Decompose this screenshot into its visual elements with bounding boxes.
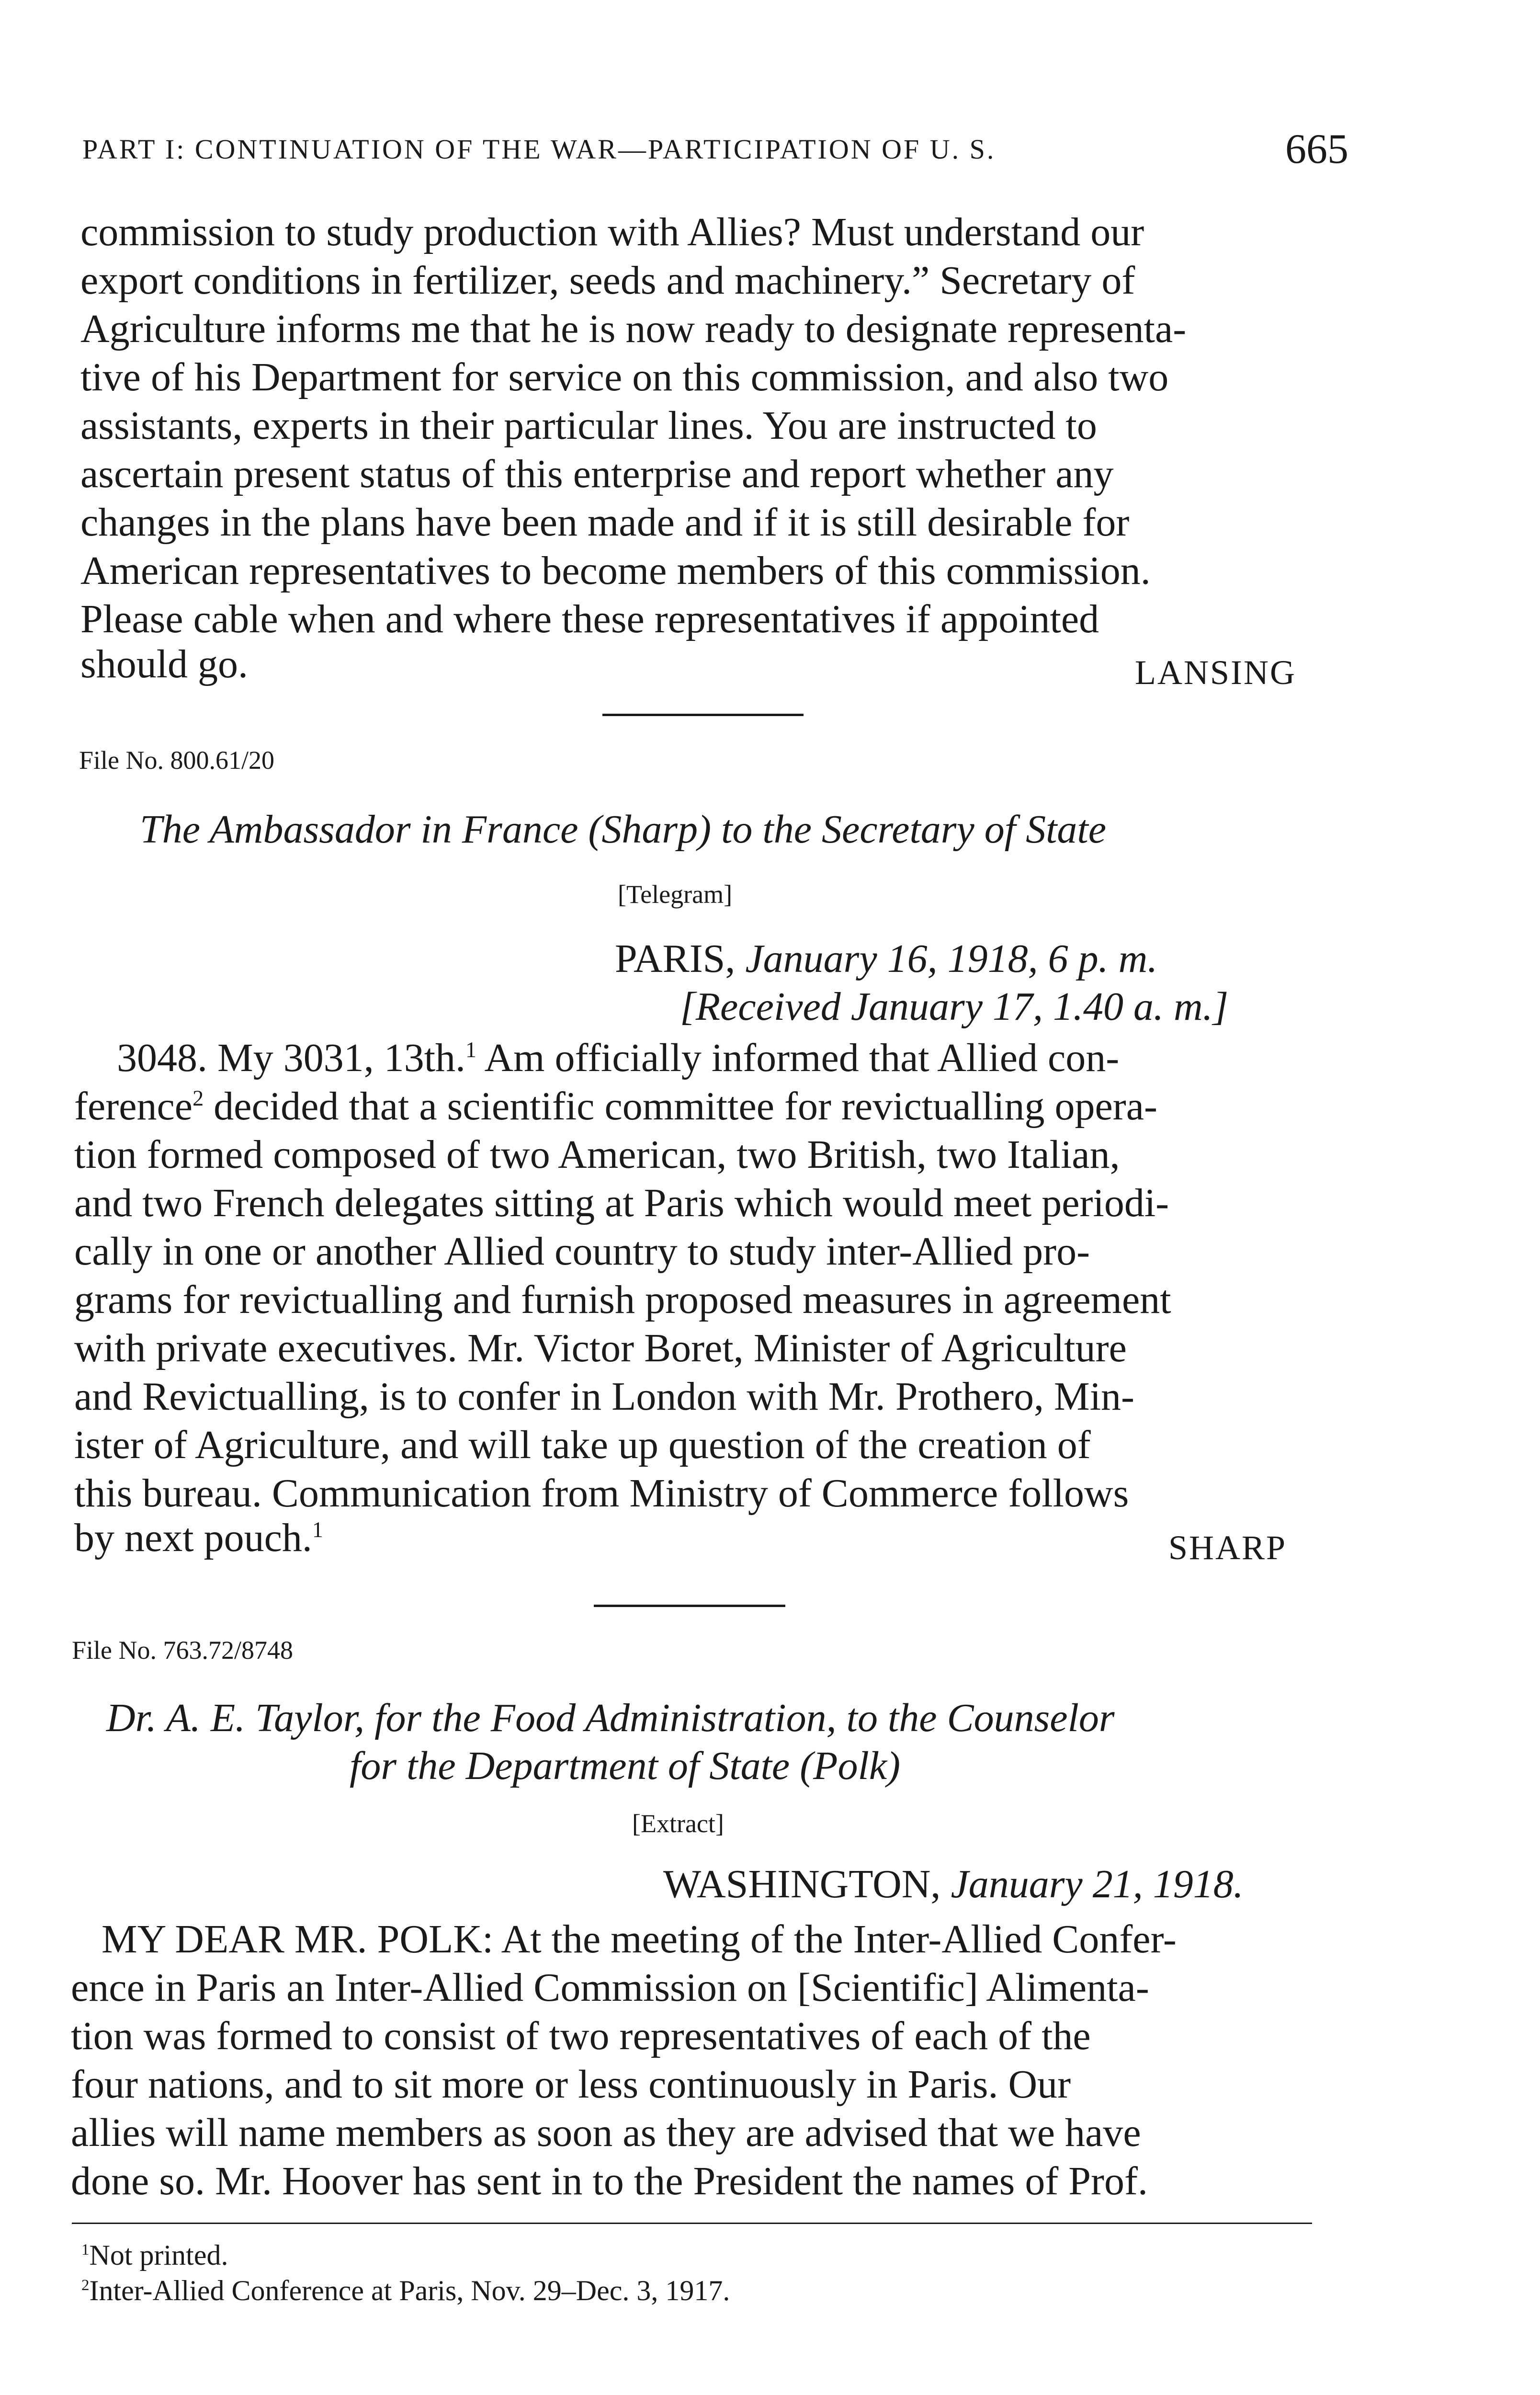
- dateline: [615, 936, 1158, 981]
- text-run: Am officially informed that Allied con-: [476, 1036, 1120, 1080]
- body-line: allies will name members as soon as they are advised that we have: [71, 2110, 1141, 2155]
- file-number: File No. 763.72/8748: [72, 1636, 294, 1665]
- dateline-place: PARIS,: [615, 936, 736, 981]
- footnote-rule: [72, 2223, 1312, 2224]
- body-line: changes in the plans have been made and if it is still desirable for: [80, 500, 1130, 545]
- body-line: four nations, and to sit more or less continuously in Paris. Our: [71, 2062, 1071, 2107]
- body-line: assistants, experts in their particular lines. You are instructed to: [80, 403, 1097, 448]
- text-run: ference: [74, 1084, 193, 1129]
- body-line: cally in one or another Allied country to study inter-Allied pro-: [74, 1229, 1090, 1274]
- dateline: [663, 1864, 1244, 1905]
- body-line: [74, 1086, 1157, 1127]
- body-line: [74, 1518, 323, 1558]
- footnote-text: Inter-Allied Conference at Paris, Nov. 29–Dec. 3, 1917.: [89, 2275, 730, 2306]
- body-line: and two French delegates sitting at Paris which would meet periodi-: [74, 1181, 1169, 1225]
- signature-sharp: SHARP: [1168, 1528, 1287, 1567]
- body-line: this bureau. Communication from Ministry of Commerce follows: [74, 1471, 1129, 1516]
- dateline-place: WASHINGTON,: [663, 1862, 941, 1906]
- footnote: [81, 2241, 228, 2270]
- body-line: American representatives to become members of this commission.: [80, 548, 1151, 593]
- footnote-mark: 2: [81, 2277, 90, 2294]
- running-head: PART I: CONTINUATION OF THE WAR—PARTICIPATION OF U. S.: [82, 134, 996, 165]
- text-run: 3048. My 3031, 13th.: [117, 1036, 466, 1080]
- received-note: [Received January 17, 1.40 a. m.]: [680, 984, 1229, 1029]
- text-run: At the meeting of the Inter-Allied Confer-: [493, 1917, 1177, 1962]
- dateline-date: January 16, 1918, 6 p. m.: [745, 936, 1158, 981]
- footnote-mark: 1: [81, 2241, 90, 2258]
- body-line: export conditions in fertilizer, seeds and machinery.” Secretary of: [80, 258, 1135, 303]
- body-line: [102, 1919, 1177, 1960]
- footnote-ref: 1: [465, 1038, 477, 1062]
- signature-lansing: LANSING: [1135, 653, 1296, 692]
- body-line: ister of Agriculture, and will take up question of the creation of: [74, 1423, 1091, 1467]
- body-line: grams for revictualling and furnish proposed measures in agreement: [74, 1277, 1171, 1322]
- body-line: ence in Paris an Inter-Allied Commission on [Scientific] Alimenta-: [71, 1965, 1149, 2010]
- text-run: decided that a scientific committee for revictualling opera-: [204, 1084, 1157, 1129]
- salutation: MY DEAR MR. POLK:: [102, 1917, 494, 1962]
- document-type: [Telegram]: [618, 880, 733, 909]
- file-number: File No. 800.61/20: [79, 746, 275, 775]
- body-line: tion formed composed of two American, two British, two Italian,: [74, 1132, 1120, 1177]
- section-rule: [602, 714, 804, 716]
- body-line: should go.: [80, 642, 249, 686]
- footnote: [81, 2276, 730, 2305]
- body-line: Agriculture informs me that he is now ready to designate representa-: [80, 307, 1187, 351]
- footnote-ref: 2: [192, 1086, 204, 1110]
- body-line: Please cable when and where these representatives if appointed: [80, 597, 1099, 641]
- body-line: commission to study production with Allies? Must understand our: [80, 210, 1144, 254]
- dateline-date: January 21, 1918.: [951, 1862, 1244, 1906]
- body-line: done so. Mr. Hoover has sent in to the President the names of Prof.: [71, 2159, 1148, 2203]
- body-line: with private executives. Mr. Victor Boret, Minister of Agriculture: [74, 1326, 1127, 1370]
- footnote-text: Not printed.: [89, 2239, 228, 2271]
- body-line: [117, 1038, 1119, 1078]
- page-number: 665: [1285, 126, 1348, 172]
- body-line: tion was formed to consist of two representatives of each of the: [71, 2014, 1091, 2058]
- section-rule: [594, 1605, 785, 1607]
- footnote-ref: 1: [312, 1517, 323, 1542]
- document-title: for the Department of State (Polk): [350, 1744, 901, 1788]
- body-line: tive of his Department for service on this commission, and also two: [80, 355, 1169, 399]
- document-type: [Extract]: [632, 1809, 724, 1838]
- text-run: by next pouch.: [74, 1516, 312, 1560]
- document-title: The Ambassador in France (Sharp) to the Secretary of State: [140, 807, 1107, 852]
- body-line: and Revictualling, is to confer in London with Mr. Prothero, Min-: [74, 1374, 1135, 1419]
- body-line: ascertain present status of this enterprise and report whether any: [80, 452, 1114, 496]
- document-title: Dr. A. E. Taylor, for the Food Administration, to the Counselor: [106, 1696, 1115, 1740]
